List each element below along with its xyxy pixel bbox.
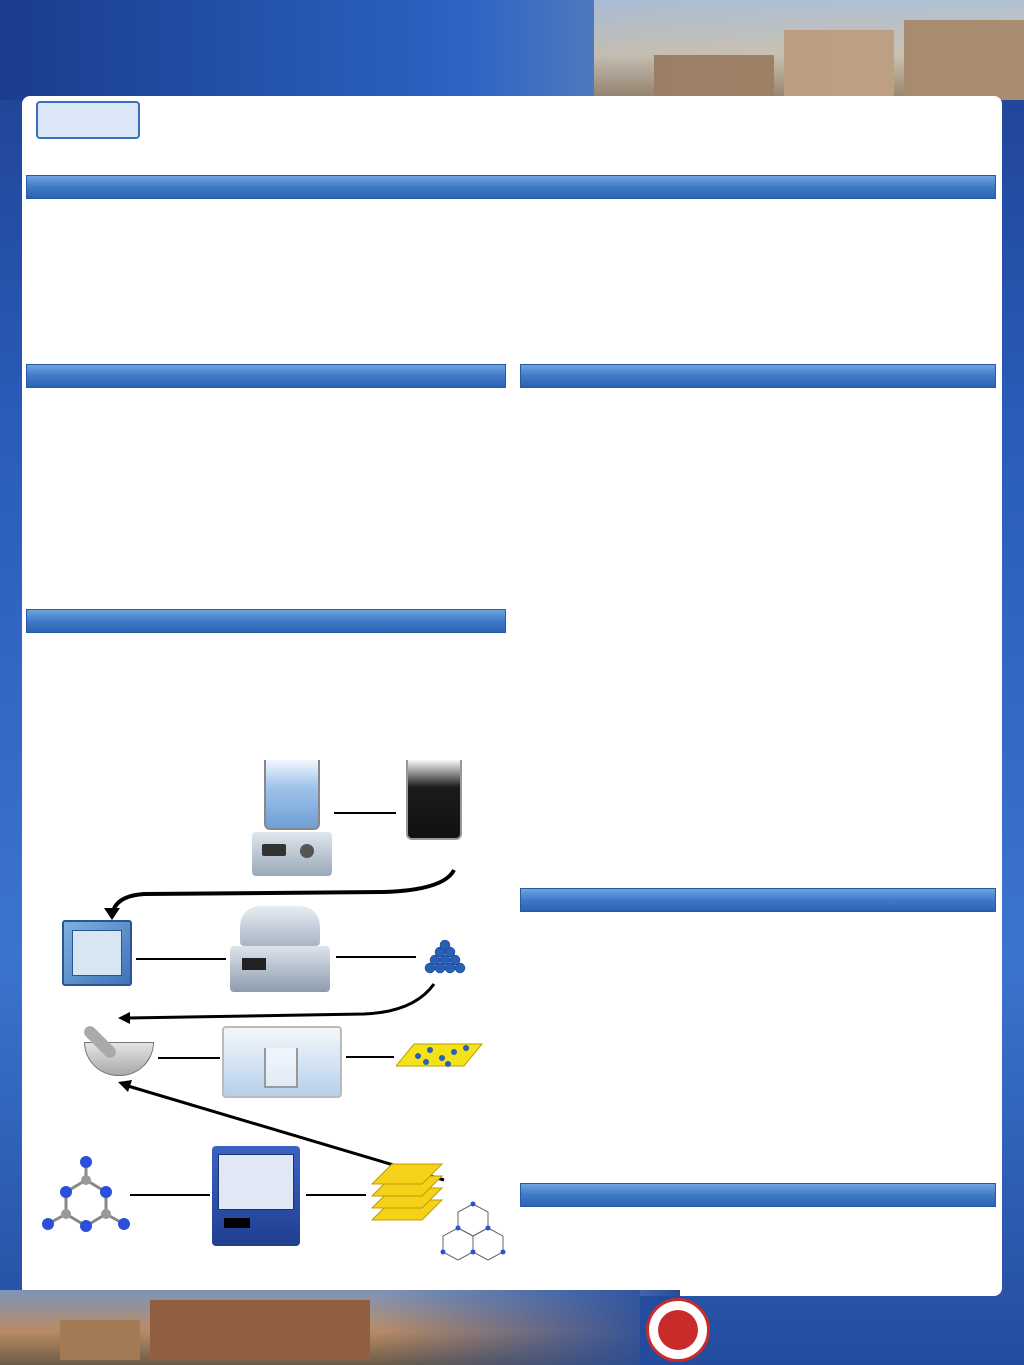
tube-furnace-image — [230, 906, 330, 992]
arrow-sonication-to-product — [346, 1056, 394, 1058]
header-campus-photo — [594, 0, 1024, 100]
paper-title — [160, 103, 1000, 143]
arrow-furnace-to-bulk — [306, 1194, 366, 1196]
mortar-image — [84, 1042, 154, 1076]
university-logo — [646, 1298, 710, 1362]
chart-c-kinetics — [522, 718, 758, 884]
gel-beaker-image — [406, 760, 462, 840]
arrow-to-gel — [334, 812, 396, 814]
melamine-molecule-image — [36, 1150, 136, 1240]
footer-fade — [380, 1290, 680, 1365]
arrow-furnace-to-cowo4 — [336, 956, 416, 958]
chart-b-degradation-rate — [758, 540, 994, 708]
section-publication-header — [520, 1183, 996, 1207]
arrow-oven-to-furnace — [136, 958, 226, 960]
chart-a-uv-vis — [522, 540, 758, 708]
section-intro-header — [26, 364, 506, 388]
gcn-structure-image — [438, 1198, 508, 1268]
bulk-gcn-layers-image — [368, 1150, 448, 1230]
category-tag — [36, 101, 140, 139]
preparation-scheme — [24, 720, 508, 1290]
section-scheme-header — [26, 609, 506, 633]
chart-d-rate-constants — [758, 718, 994, 884]
arrow-cowo4-to-grind — [114, 982, 444, 1032]
cowo4-particles-image — [422, 940, 472, 974]
arrow-melamine-to-furnace — [130, 1194, 210, 1196]
product-composite-image — [396, 1038, 486, 1072]
section-conclusion-header — [520, 888, 996, 912]
section-degradation-header — [520, 364, 996, 388]
muffle-furnace-image — [212, 1146, 300, 1246]
section-abstract-header — [26, 175, 996, 199]
arrow-grind-to-sonication — [158, 1057, 220, 1059]
drying-oven-image — [62, 920, 132, 986]
